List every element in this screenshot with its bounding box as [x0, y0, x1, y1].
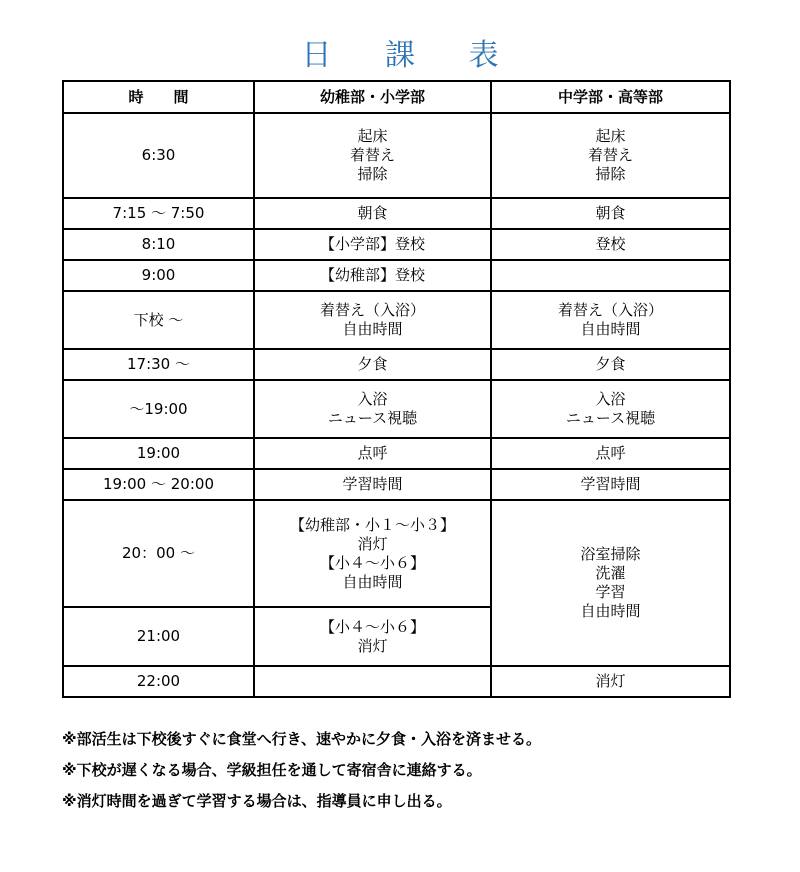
kindergarten-elementary-cell: 夕食 — [254, 349, 491, 380]
time-cell: 19:00 — [63, 438, 254, 469]
table-row — [63, 380, 730, 438]
table-row — [63, 229, 730, 260]
junior-senior-high-cell: 浴室掃除 洗濯 学習 自由時間 — [491, 500, 730, 666]
kindergarten-elementary-cell: 【幼稚部・小１～小３】 消灯 【小４～小６】 自由時間 — [254, 500, 491, 607]
table-row — [63, 198, 730, 229]
time-cell: 7:15 ～ 7:50 — [63, 198, 254, 229]
header-kindergarten-elementary: 幼稚部・小学部 — [254, 81, 491, 113]
table-row — [63, 666, 730, 697]
kindergarten-elementary-cell: 【小学部】登校 — [254, 229, 491, 260]
time-cell: 20：00 ～ — [63, 500, 254, 607]
junior-senior-high-cell: 夕食 — [491, 349, 730, 380]
junior-senior-high-cell: 入浴 ニュース視聴 — [491, 380, 730, 438]
table-row — [63, 500, 730, 607]
kindergarten-elementary-cell: 学習時間 — [254, 469, 491, 500]
junior-senior-high-cell: 着替え（入浴） 自由時間 — [491, 291, 730, 349]
header-junior-senior-high: 中学部・高等部 — [491, 81, 730, 113]
junior-senior-high-cell — [491, 260, 730, 291]
page-title: 日 課 表 — [301, 38, 521, 73]
table-row — [63, 291, 730, 349]
kindergarten-elementary-cell: 朝食 — [254, 198, 491, 229]
note-club-students: ※部活生は下校後すぐに食堂へ行き、速やかに夕食・入浴を済ませる。 — [62, 730, 541, 748]
notes — [62, 728, 762, 821]
kindergarten-elementary-cell: 入浴 ニュース視聴 — [254, 380, 491, 438]
kindergarten-elementary-cell — [254, 666, 491, 697]
junior-senior-high-cell: 朝食 — [491, 198, 730, 229]
table-row — [63, 260, 730, 291]
junior-senior-high-cell: 起床 着替え 掃除 — [491, 113, 730, 198]
junior-senior-high-cell: 点呼 — [491, 438, 730, 469]
junior-senior-high-cell: 消灯 — [491, 666, 730, 697]
kindergarten-elementary-cell: 着替え（入浴） 自由時間 — [254, 291, 491, 349]
table-header-row — [63, 81, 730, 113]
note-late-return: ※下校が遅くなる場合、学級担任を通して寄宿舎に連絡する。 — [62, 761, 482, 779]
table-row — [63, 469, 730, 500]
time-cell: 6:30 — [63, 113, 254, 198]
kindergarten-elementary-cell: 点呼 — [254, 438, 491, 469]
time-cell: 8:10 — [63, 229, 254, 260]
time-cell: 19:00 ～ 20:00 — [63, 469, 254, 500]
table-row — [63, 438, 730, 469]
schedule-table — [62, 80, 731, 698]
time-cell: 22:00 — [63, 666, 254, 697]
table-row — [63, 113, 730, 198]
junior-senior-high-cell: 登校 — [491, 229, 730, 260]
header-time: 時 間 — [63, 81, 254, 113]
time-cell: 下校 ～ — [63, 291, 254, 349]
table-row — [63, 349, 730, 380]
time-cell: 17:30 ～ — [63, 349, 254, 380]
note-study-after-lights-out: ※消灯時間を過ぎて学習する場合は、指導員に申し出る。 — [62, 792, 452, 810]
time-cell: 21:00 — [63, 607, 254, 666]
kindergarten-elementary-cell: 【幼稚部】登校 — [254, 260, 491, 291]
time-cell: 9:00 — [63, 260, 254, 291]
junior-senior-high-cell: 学習時間 — [491, 469, 730, 500]
kindergarten-elementary-cell: 起床 着替え 掃除 — [254, 113, 491, 198]
kindergarten-elementary-cell: 【小４～小６】 消灯 — [254, 607, 491, 666]
time-cell: ～19:00 — [63, 380, 254, 438]
